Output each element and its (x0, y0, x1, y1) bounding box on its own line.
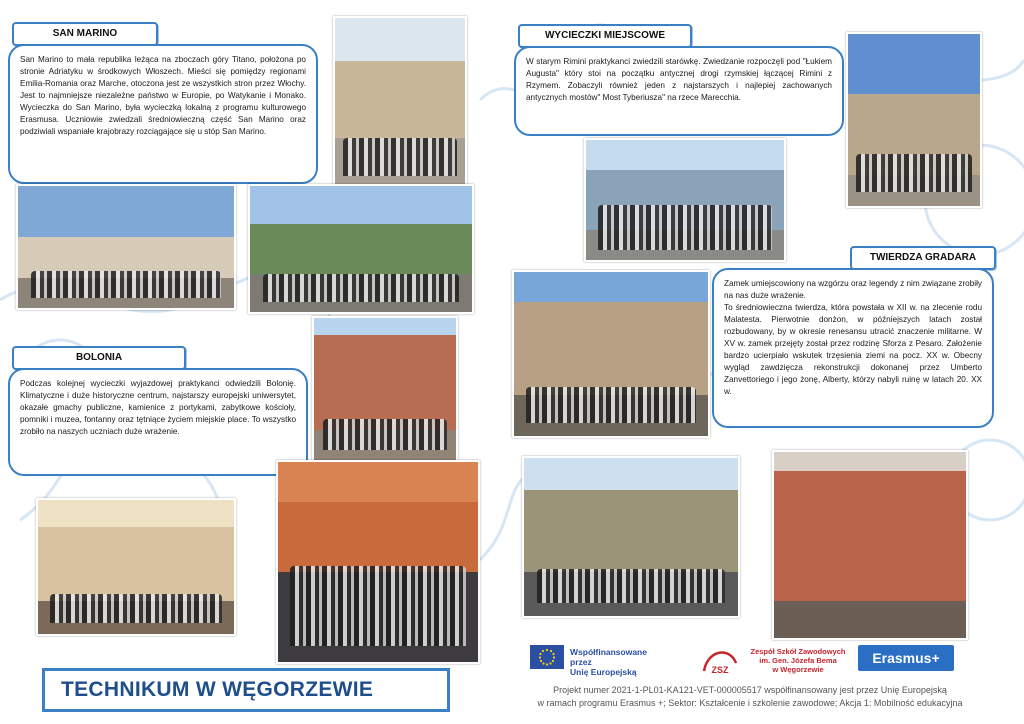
photo-bologna-gallery (36, 498, 236, 636)
gradara-title: TWIERDZA GRADARA (850, 246, 996, 270)
wycieczki-title: WYCIECZKI MIEJSCOWE (518, 24, 692, 48)
san-marino-text: San Marino to mała republika leżąca na zboczach góry Titano, położona po stronie Adriatyku w środkowych Włoszech. Mieści się pomiędzy regionami Emilia-Romania oraz Marche, otoczona jest ze wszystkich stron przez Włochy. Jest to najmniejsze niezależne państwo w Europie, po Watykanie i Monako. Wycieczka do San Marino, była wycieczką lokalną z programu kulturowego Erasmusa. Uczniowie zwiedzali średniowieczną część San Marino oraz podziwiali wspaniałe krajobrazy rozciągające się u stóp San Marino. (20, 55, 306, 136)
zsz-logo-line2: im. Gen. Józefa Bema (759, 656, 837, 665)
gradara-text-history: To średniowieczna twierdza, która powstała w XII w. na zlecenie rodu Malatesta. Pierwotnie donżon, w późniejszych latach został rozbudowany, by w okresie renesansu utracić znaczenie militarne. W XV w. zamek przejęty został przez rodzinę Sforza z Pesaro. Założenie bardzo ucierpiało wskutek trzęsienia ziemi na pocz. XX w. Obecny wygląd zawdzięcza rekonstrukcji dokonanej przez Umberto Zanvettoriego i jego żonę, Alberty, którzy nabyli ruinę w latach 20. XX w. (724, 303, 982, 396)
eu-logo-line2: Unię Europejską (570, 667, 637, 677)
gradara-text-intro: Zamek umiejscowiony na wzgórzu oraz legendy z nim związane zrobiły na nas duże wrażenie. (724, 279, 983, 300)
eu-cofinanced-logo (530, 645, 670, 677)
san-marino-title: SAN MARINO (12, 22, 158, 46)
photo-gradara-gate (772, 450, 968, 640)
wycieczki-text: W starym Rimini praktykanci zwiedzili starówkę. Zwiedzanie rozpoczęli pod "Łukiem Augusta" który stoi na początku antycznej drogi rzymskiej łączącej Rimini z Rzymem. Zobaczyli również jeden z najstarszych i najlepiej zachowanych antycznych mostów" Most Tyberiusza" na rzece Marecchia. (526, 57, 832, 102)
project-info (500, 684, 1000, 710)
bolonia-text-box (8, 368, 308, 476)
photo-gradara-courtyard (512, 270, 710, 438)
zsz-logo-line3: w Węgorzewie (772, 665, 824, 674)
school-logo (700, 643, 850, 677)
gradara-text-box (712, 268, 994, 428)
erasmus-plus-logo: Erasmus+ (858, 645, 954, 671)
bolonia-title: BOLONIA (12, 346, 186, 370)
zsz-logo-text (744, 647, 852, 674)
photo-bologna-group-guide (276, 460, 480, 664)
bolonia-text: Podczas kolejnej wycieczki wyjazdowej praktykanci odwiedzili Bolonię. Klimatyczne i duże historyczne centrum, najstarszy europejski uniwersytet, okazałe gmachy publiczne, kamienice z portykami, zabytkowe kościoły, pomniki i muzea, fontanny oraz tętniące życiem miejskie place. To wszystko zrobiło na naszych uczniach duże wrażenie. (20, 379, 296, 436)
photo-san-marino-square (16, 184, 236, 310)
photo-bologna-arcade (312, 316, 458, 464)
photo-san-marino-bridge (248, 184, 474, 314)
eu-flag-icon (530, 645, 564, 669)
project-info-line2: w ramach programu Erasmus +; Sektor: Kształcenie i szkolenie zawodowe; Akcja 1: Mobilność edukacyjna (537, 698, 963, 708)
zsz-emblem-icon (700, 643, 740, 677)
wycieczki-text-box (514, 46, 844, 136)
photo-san-marino-street (333, 16, 467, 192)
photo-tiberius-bridge (584, 138, 786, 262)
zsz-mark: ZSZ (711, 665, 729, 675)
photo-gradara-hillside (522, 456, 740, 618)
zsz-logo-line1: Zespół Szkół Zawodowych (750, 647, 846, 656)
eu-logo-text (570, 647, 670, 677)
project-info-line1: Projekt numer 2021-1-PL01-KA121-VET-000005517 współfinansowany jest przez Unię Europejską (553, 685, 947, 695)
school-banner: TECHNIKUM W WĘGORZEWIE (42, 668, 450, 712)
eu-logo-line1: Współfinansowane przez (570, 647, 647, 667)
photo-arch-of-augustus (846, 32, 982, 208)
san-marino-text-box (8, 44, 318, 184)
